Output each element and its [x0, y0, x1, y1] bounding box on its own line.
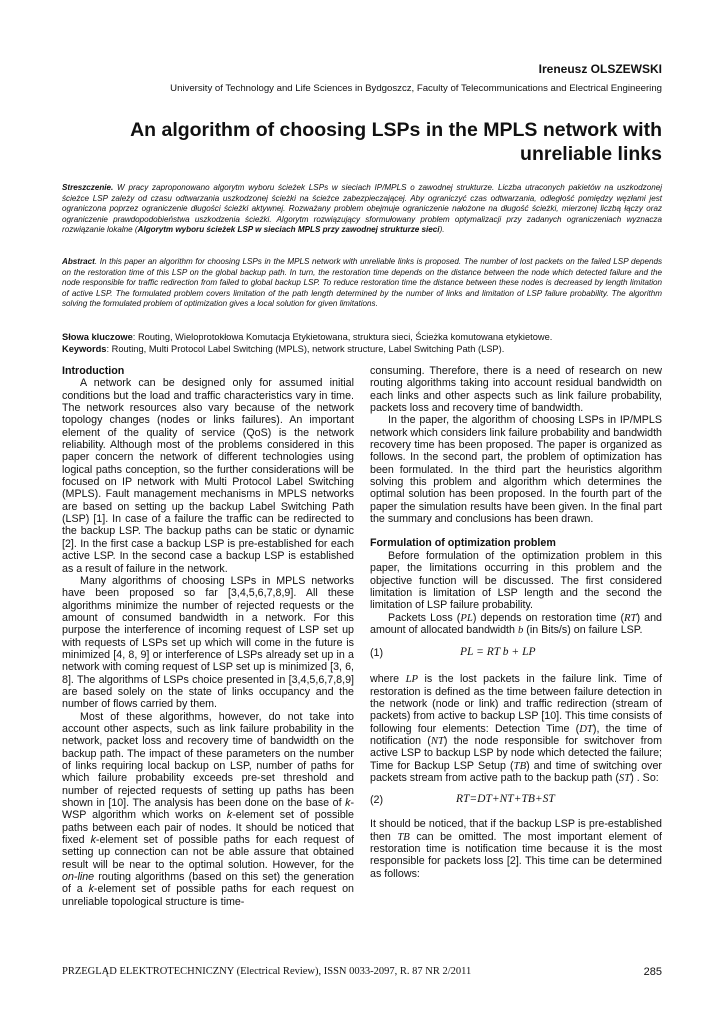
text-run: ) the node responsible for switchover from active LSP to backup LSP by node which detected the failure; Time for Backup LSP Setup ( — [370, 734, 662, 772]
streszczenie-bold-tail: Algorytm wyboru ścieżek LSP w sieciach MPLS przy zawodnej strukturze sieci — [137, 225, 440, 235]
symbol-b: b — [517, 623, 524, 636]
text-run: ) depends on restoration time ( — [472, 611, 625, 624]
italic-online: on-line — [62, 871, 95, 884]
author-name: Ireneusz OLSZEWSKI — [538, 62, 662, 76]
equation-2-number: (2) — [370, 794, 384, 807]
abstract-label: Abstract — [62, 257, 95, 266]
title-line-2: unreliable links — [520, 143, 662, 165]
text-run: -element set of possible paths between each pair of nodes. It should be noticed that fixed — [62, 809, 354, 847]
equation-2-formula: RT=DT+NT+TB+ST — [456, 793, 555, 806]
formulation-paragraph-3 — [370, 673, 662, 784]
italic-k: k — [90, 834, 96, 847]
keywords-en-text: : Routing, Multi Protocol Label Switching (MPLS), network structure, Label Switching Path (LSP). — [106, 344, 505, 354]
text-run: can be omitted. The most important element of restoration time is notification time because it is the most responsible for packets loss [2]. This time can be determined as follows: — [370, 830, 662, 880]
keywords-block — [62, 331, 662, 355]
left-column — [62, 365, 354, 908]
text-run: -element set of possible paths for each request on unreliable topological structure is time- — [62, 883, 355, 908]
text-run: where — [370, 673, 406, 686]
streszczenie-paragraph — [62, 183, 662, 236]
text-run: ) and amount of allocated bandwidth — [370, 611, 662, 636]
text-run: ) . So: — [630, 771, 659, 784]
symbol-st: ST — [618, 771, 631, 784]
streszczenie-text: W pracy zaproponowano algorytm wyboru ścieżek LSPs w sieciach IP/MPLS o zawodnej strukturze. Liczba utraconych pakietów na uszkodzonej ścieżce LSP zależy od czasu odtwarzania uszkodzonej ścieżki na ścieżce zabezpieczającej. Aby ograniczyć czas odtwarzania, odległość pomiędzy węzłami jest ograniczona poprzez ograniczenie długości ścieżki aktywnej. Rozważany problem obejmuje ograniczenie nałożone na długość ścieżki, mierzonej liczbą łączy oraz ograniczenie prawdopodobieństwa uszkodzenia ścieżki. Algorytm rozwiązujący sformułowany problem optymalizacji przy zadanych ograniczeniach wyznacza rozwiązanie lokalne ( — [62, 183, 662, 235]
symbol-tb: TB — [513, 759, 527, 772]
intro-paragraph-1: A network can be designed only for assumed initial conditions but the load and traffic characteristics vary in time. The network resources also vary because of the network topology changes (nodes or links failures). An important element of the quality of service (QoS) is the network reliability. Although most of the problems considered in this paper concern the network of different technologies using logical paths conception, so the further considerations will be focused on IP network with Multi Protocol Label Switching (MPLS). Fault management mechanisms in MPLS networks are based on setting up the backup Label Switching Path (LSP) [1]. In case of a failure the traffic can be redirected to the backup LSP. The backup paths can be static or dynamic [2]. In the first case a backup LSP is pre-established for each active LSP. In the second case a backup LSP is established as a result of failure in the network. — [62, 377, 354, 575]
symbol-nt: NT — [430, 734, 444, 747]
text-run: -element set of possible paths for each request of setting up connection can not be able assure that obtained result will be near to the optimal solution. However, for the — [62, 834, 355, 871]
keywords-pl-label: Słowa kluczowe — [62, 332, 133, 342]
streszczenie-label: Streszczenie. — [62, 183, 114, 192]
text-run: -WSP algorithm which works on — [62, 797, 354, 822]
formulation-heading: Formulation of optimization problem — [370, 537, 556, 550]
text-run: Packets Loss ( — [388, 611, 461, 624]
keywords-pl — [62, 331, 662, 343]
right-paragraph-1: consuming. Therefore, there is a need of research on new routing algorithms taking into account residual bandwidth on each links and other aspects such as link failure probability, packets loss and recovery time of bandwidth. — [370, 365, 662, 415]
formulation-paragraph-1: Before formulation of the optimization problem in this paper, the limitations occurring in this problem and the objective function will be discussed. The first considered limitation is limitation of LSP length and the second the limitation of LSP failure probability. — [370, 549, 662, 612]
right-paragraph-2: In the paper, the algorithm of choosing LSPs in IP/MPLS network which considers link failure probability and bandwidth recovery time has been proposed. The paper is organized as follows. In the second part, the problem of optimization has been formulated. In the third part the heuristics algorithm solving this problem and algorithm which determines the optimal solution has been proposed. In the fourth part of the paper the simulation results have been given. In the final part the summary and conclusions has been drawn. — [370, 414, 662, 526]
symbol-dt: DT — [579, 722, 593, 735]
text-run: routing algorithms (based on this set) the generation of a — [62, 871, 354, 896]
paper-title — [62, 118, 662, 166]
text-run: (in Bits/s) on failure LSP. — [523, 623, 643, 636]
text-run: It should be noticed, that if the backup LSP is pre-established then — [370, 818, 662, 843]
symbol-tb: TB — [397, 830, 410, 843]
equation-1-formula: PL = RT b + LP — [460, 646, 536, 659]
formulation-paragraph-2 — [370, 612, 662, 637]
intro-paragraph-3 — [62, 711, 354, 909]
title-line-1: An algorithm of choosing LSPs in the MPLS network with — [130, 119, 662, 141]
text-run: is the lost packets in the failure link. Time of restoration is defined as the time between failure detection in the network (node or link) and traffic redirection (stream of packets) from active to backup LSP [10]. This time consists of following four elements: Detection Time ( — [370, 673, 662, 735]
journal-footer: PRZEGLĄD ELEKTROTECHNICZNY (Electrical Review), ISSN 0033-2097, R. 87 NR 2/2011 — [62, 966, 472, 977]
introduction-heading: Introduction — [62, 365, 125, 377]
formulation-paragraph-4 — [370, 818, 662, 880]
italic-k: k — [226, 809, 233, 822]
streszczenie-end: ). — [439, 225, 445, 235]
symbol-rt: RT — [624, 611, 637, 624]
author-affiliation: University of Technology and Life Sciences in Bydgoszcz, Faculty of Telecommunications and Electrical Engineering — [170, 83, 662, 94]
intro-paragraph-2: Many algorithms of choosing LSPs in MPLS networks have been proposed so far [3,4,5,6,7,8,9]. All these algorithms minimize the number of rejected requests or the amount of consumed bandwidth in a network. For this purpose the interference of incoming request of LSP set up with requests of LSPs set up which will come in the future is minimized [4, 8, 9] or interference of LSPs already set up in a network with coming request of LSP set up is minimized [3, 6, 8]. The algorithms of LSPs choice presented in [3,4,5,6,7,8,9] are based solely on the state of links occupancy and the number of flows carried by them. — [62, 574, 354, 711]
italic-k: k — [88, 883, 94, 896]
keywords-en-label: Keywords — [62, 344, 107, 354]
keywords-pl-text: : Routing, Wieloprotokłowa Komutacja Etykietowana, struktura sieci, Ścieżka komutowana etykietowe. — [132, 332, 553, 342]
text-run: ), the time of notification ( — [370, 722, 662, 747]
keywords-en — [62, 343, 662, 355]
page-number: 285 — [643, 966, 662, 978]
abstract-paragraph — [62, 257, 662, 310]
italic-k: k — [345, 797, 351, 810]
right-column — [370, 365, 662, 880]
symbol-pl: PL — [460, 611, 473, 624]
symbol-lp: LP — [405, 673, 419, 686]
text-run: Most of these algorithms, however, do not take into account other aspects, such as link failure probability in the network, packet loss and recovery time of bandwidth on the backup path. The impact of these parameters on the number of links requiring local backup on LSP, number of paths for which failure probability exceeds pre-set threshold and number of rejected requests of setting up paths has been shown in [10]. The analysis has been done on the base of — [62, 710, 354, 810]
equation-2 — [370, 784, 662, 818]
equation-1-number: (1) — [370, 647, 384, 660]
abstract-text: . In this paper an algorithm for choosing LSPs in the MPLS network with unreliable links is proposed. The number of lost packets on the failed LSP depends on the restoration time of this LSP on the global backup path. In turn, the restoration time depends on the distance between the node which detected failure and the node responsible for traffic redirection from failed to global backup LSP. To reduce restoration time the distance between these nodes is decreased by length limitation of active LSP. The formulated problem covers limitation of the path length determined by the number of links and limitation of LSP failure probability. The algorithm solving the formulated problem of optimization gives a local solution for given limitations. — [62, 257, 662, 309]
text-run: ) and time of switching over packets stream from active path to the backup path ( — [370, 759, 662, 784]
equation-1 — [370, 636, 662, 673]
